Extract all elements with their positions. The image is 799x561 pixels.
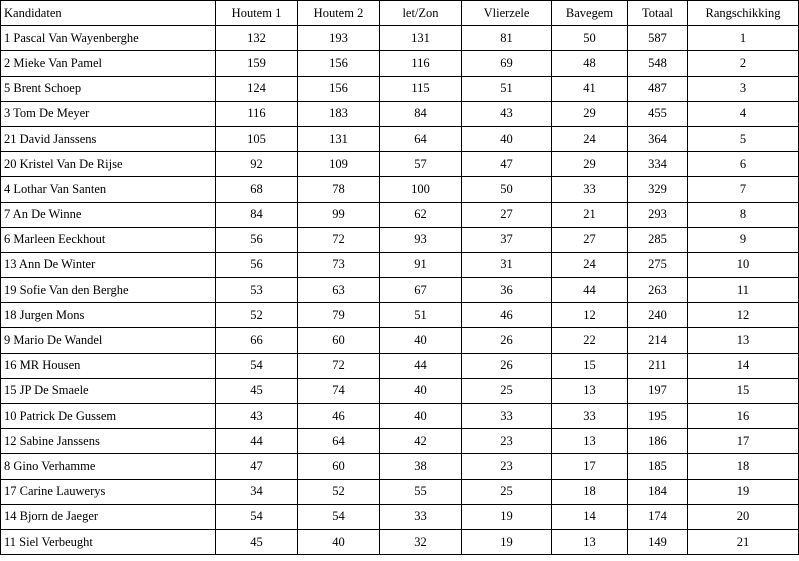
candidate-name: 5 Brent Schoep (1, 76, 216, 101)
bavegem-votes: 29 (552, 152, 628, 177)
table-row (1, 479, 799, 504)
total-votes: 548 (628, 51, 688, 76)
total-votes: 211 (628, 353, 688, 378)
let-zon-votes: 116 (380, 51, 462, 76)
houtem-2-votes: 131 (298, 126, 380, 151)
let-zon-votes: 64 (380, 126, 462, 151)
total-votes: 197 (628, 378, 688, 403)
let-zon-votes: 62 (380, 202, 462, 227)
vlierzele-votes: 23 (462, 429, 552, 454)
candidate-name: 6 Marleen Eeckhout (1, 227, 216, 252)
vlierzele-votes: 40 (462, 126, 552, 151)
bavegem-votes: 13 (552, 378, 628, 403)
let-zon-votes: 84 (380, 101, 462, 126)
candidate-name: 8 Gino Verhamme (1, 454, 216, 479)
total-votes: 149 (628, 529, 688, 554)
table-row (1, 202, 799, 227)
total-votes: 184 (628, 479, 688, 504)
table-row (1, 378, 799, 403)
houtem-2-votes: 64 (298, 429, 380, 454)
vlierzele-votes: 46 (462, 303, 552, 328)
rank: 16 (688, 404, 799, 429)
candidate-name: 15 JP De Smaele (1, 378, 216, 403)
vlierzele-votes: 31 (462, 252, 552, 277)
houtem-1-votes: 54 (216, 504, 298, 529)
let-zon-votes: 100 (380, 177, 462, 202)
let-zon-votes: 40 (380, 404, 462, 429)
rank: 18 (688, 454, 799, 479)
table-row (1, 177, 799, 202)
houtem-1-votes: 92 (216, 152, 298, 177)
candidate-name: 7 An De Winne (1, 202, 216, 227)
table-row (1, 278, 799, 303)
total-votes: 329 (628, 177, 688, 202)
rank: 9 (688, 227, 799, 252)
bavegem-votes: 22 (552, 328, 628, 353)
header-houtem-2: Houtem 2 (298, 1, 380, 26)
vlierzele-votes: 23 (462, 454, 552, 479)
houtem-1-votes: 45 (216, 378, 298, 403)
bavegem-votes: 18 (552, 479, 628, 504)
houtem-1-votes: 132 (216, 26, 298, 51)
vlierzele-votes: 69 (462, 51, 552, 76)
candidate-name: 21 David Janssens (1, 126, 216, 151)
table-row (1, 328, 799, 353)
rank: 20 (688, 504, 799, 529)
bavegem-votes: 33 (552, 177, 628, 202)
vlierzele-votes: 81 (462, 26, 552, 51)
table-row (1, 76, 799, 101)
bavegem-votes: 13 (552, 429, 628, 454)
houtem-1-votes: 47 (216, 454, 298, 479)
bavegem-votes: 50 (552, 26, 628, 51)
vlierzele-votes: 27 (462, 202, 552, 227)
houtem-2-votes: 78 (298, 177, 380, 202)
vlierzele-votes: 26 (462, 328, 552, 353)
bavegem-votes: 21 (552, 202, 628, 227)
houtem-1-votes: 34 (216, 479, 298, 504)
houtem-2-votes: 63 (298, 278, 380, 303)
total-votes: 364 (628, 126, 688, 151)
houtem-2-votes: 79 (298, 303, 380, 328)
rank: 11 (688, 278, 799, 303)
vlierzele-votes: 19 (462, 504, 552, 529)
total-votes: 487 (628, 76, 688, 101)
table-row (1, 126, 799, 151)
bavegem-votes: 24 (552, 252, 628, 277)
bavegem-votes: 17 (552, 454, 628, 479)
let-zon-votes: 93 (380, 227, 462, 252)
rank: 14 (688, 353, 799, 378)
rank: 5 (688, 126, 799, 151)
let-zon-votes: 67 (380, 278, 462, 303)
table-row (1, 51, 799, 76)
vlierzele-votes: 25 (462, 378, 552, 403)
total-votes: 214 (628, 328, 688, 353)
candidate-name: 1 Pascal Van Wayenberghe (1, 26, 216, 51)
rank: 12 (688, 303, 799, 328)
bavegem-votes: 44 (552, 278, 628, 303)
header-kandidaten: Kandidaten (1, 1, 216, 26)
header-totaal: Totaal (628, 1, 688, 26)
bavegem-votes: 12 (552, 303, 628, 328)
houtem-2-votes: 72 (298, 353, 380, 378)
rank: 8 (688, 202, 799, 227)
table-row (1, 227, 799, 252)
let-zon-votes: 91 (380, 252, 462, 277)
header-row (1, 1, 799, 26)
bavegem-votes: 27 (552, 227, 628, 252)
houtem-2-votes: 72 (298, 227, 380, 252)
header-bavegem: Bavegem (552, 1, 628, 26)
total-votes: 263 (628, 278, 688, 303)
table-row (1, 26, 799, 51)
rank: 1 (688, 26, 799, 51)
total-votes: 195 (628, 404, 688, 429)
houtem-1-votes: 84 (216, 202, 298, 227)
vlierzele-votes: 33 (462, 404, 552, 429)
houtem-2-votes: 73 (298, 252, 380, 277)
bavegem-votes: 41 (552, 76, 628, 101)
table-row (1, 429, 799, 454)
bavegem-votes: 15 (552, 353, 628, 378)
table-row (1, 252, 799, 277)
bavegem-votes: 48 (552, 51, 628, 76)
total-votes: 293 (628, 202, 688, 227)
total-votes: 186 (628, 429, 688, 454)
let-zon-votes: 40 (380, 378, 462, 403)
candidate-name: 9 Mario De Wandel (1, 328, 216, 353)
total-votes: 275 (628, 252, 688, 277)
candidate-name: 4 Lothar Van Santen (1, 177, 216, 202)
let-zon-votes: 131 (380, 26, 462, 51)
rank: 21 (688, 529, 799, 554)
vlierzele-votes: 25 (462, 479, 552, 504)
houtem-2-votes: 109 (298, 152, 380, 177)
candidate-name: 13 Ann De Winter (1, 252, 216, 277)
houtem-1-votes: 52 (216, 303, 298, 328)
let-zon-votes: 38 (380, 454, 462, 479)
houtem-2-votes: 40 (298, 529, 380, 554)
total-votes: 285 (628, 227, 688, 252)
houtem-2-votes: 54 (298, 504, 380, 529)
table-row (1, 529, 799, 554)
rank: 10 (688, 252, 799, 277)
total-votes: 455 (628, 101, 688, 126)
candidate-name: 16 MR Housen (1, 353, 216, 378)
header-houtem-1: Houtem 1 (216, 1, 298, 26)
candidate-name: 2 Mieke Van Pamel (1, 51, 216, 76)
vlierzele-votes: 47 (462, 152, 552, 177)
candidate-name: 18 Jurgen Mons (1, 303, 216, 328)
total-votes: 240 (628, 303, 688, 328)
houtem-2-votes: 183 (298, 101, 380, 126)
houtem-1-votes: 116 (216, 101, 298, 126)
bavegem-votes: 24 (552, 126, 628, 151)
header-vlierzele: Vlierzele (462, 1, 552, 26)
table-row (1, 303, 799, 328)
vlierzele-votes: 37 (462, 227, 552, 252)
bavegem-votes: 13 (552, 529, 628, 554)
houtem-1-votes: 124 (216, 76, 298, 101)
houtem-2-votes: 60 (298, 328, 380, 353)
let-zon-votes: 51 (380, 303, 462, 328)
rank: 6 (688, 152, 799, 177)
table-body (1, 26, 799, 555)
table-row (1, 404, 799, 429)
table-row (1, 353, 799, 378)
candidate-name: 10 Patrick De Gussem (1, 404, 216, 429)
houtem-2-votes: 193 (298, 26, 380, 51)
houtem-1-votes: 159 (216, 51, 298, 76)
houtem-2-votes: 60 (298, 454, 380, 479)
rank: 3 (688, 76, 799, 101)
let-zon-votes: 40 (380, 328, 462, 353)
houtem-1-votes: 68 (216, 177, 298, 202)
bavegem-votes: 29 (552, 101, 628, 126)
rank: 2 (688, 51, 799, 76)
let-zon-votes: 44 (380, 353, 462, 378)
houtem-1-votes: 44 (216, 429, 298, 454)
houtem-1-votes: 45 (216, 529, 298, 554)
houtem-2-votes: 156 (298, 51, 380, 76)
candidate-name: 19 Sofie Van den Berghe (1, 278, 216, 303)
total-votes: 174 (628, 504, 688, 529)
vlierzele-votes: 43 (462, 101, 552, 126)
let-zon-votes: 42 (380, 429, 462, 454)
houtem-2-votes: 46 (298, 404, 380, 429)
let-zon-votes: 57 (380, 152, 462, 177)
rank: 19 (688, 479, 799, 504)
rank: 13 (688, 328, 799, 353)
total-votes: 587 (628, 26, 688, 51)
candidate-name: 20 Kristel Van De Rijse (1, 152, 216, 177)
vlierzele-votes: 26 (462, 353, 552, 378)
total-votes: 185 (628, 454, 688, 479)
houtem-1-votes: 53 (216, 278, 298, 303)
rank: 4 (688, 101, 799, 126)
houtem-1-votes: 56 (216, 252, 298, 277)
candidate-name: 17 Carine Lauwerys (1, 479, 216, 504)
candidate-name: 14 Bjorn de Jaeger (1, 504, 216, 529)
candidate-name: 12 Sabine Janssens (1, 429, 216, 454)
vlierzele-votes: 50 (462, 177, 552, 202)
rank: 7 (688, 177, 799, 202)
houtem-2-votes: 99 (298, 202, 380, 227)
vlierzele-votes: 36 (462, 278, 552, 303)
total-votes: 334 (628, 152, 688, 177)
houtem-1-votes: 105 (216, 126, 298, 151)
let-zon-votes: 115 (380, 76, 462, 101)
houtem-2-votes: 52 (298, 479, 380, 504)
header-let-zon: let/Zon (380, 1, 462, 26)
table-row (1, 454, 799, 479)
vlierzele-votes: 51 (462, 76, 552, 101)
houtem-1-votes: 56 (216, 227, 298, 252)
bavegem-votes: 33 (552, 404, 628, 429)
houtem-1-votes: 54 (216, 353, 298, 378)
houtem-1-votes: 66 (216, 328, 298, 353)
houtem-2-votes: 74 (298, 378, 380, 403)
candidate-name: 3 Tom De Meyer (1, 101, 216, 126)
vlierzele-votes: 19 (462, 529, 552, 554)
let-zon-votes: 55 (380, 479, 462, 504)
houtem-1-votes: 43 (216, 404, 298, 429)
let-zon-votes: 33 (380, 504, 462, 529)
header-rangschikking: Rangschikking (688, 1, 799, 26)
candidate-name: 11 Siel Verbeught (1, 529, 216, 554)
rank: 15 (688, 378, 799, 403)
let-zon-votes: 32 (380, 529, 462, 554)
table-row (1, 152, 799, 177)
houtem-2-votes: 156 (298, 76, 380, 101)
table-row (1, 101, 799, 126)
table-row (1, 504, 799, 529)
rank: 17 (688, 429, 799, 454)
bavegem-votes: 14 (552, 504, 628, 529)
